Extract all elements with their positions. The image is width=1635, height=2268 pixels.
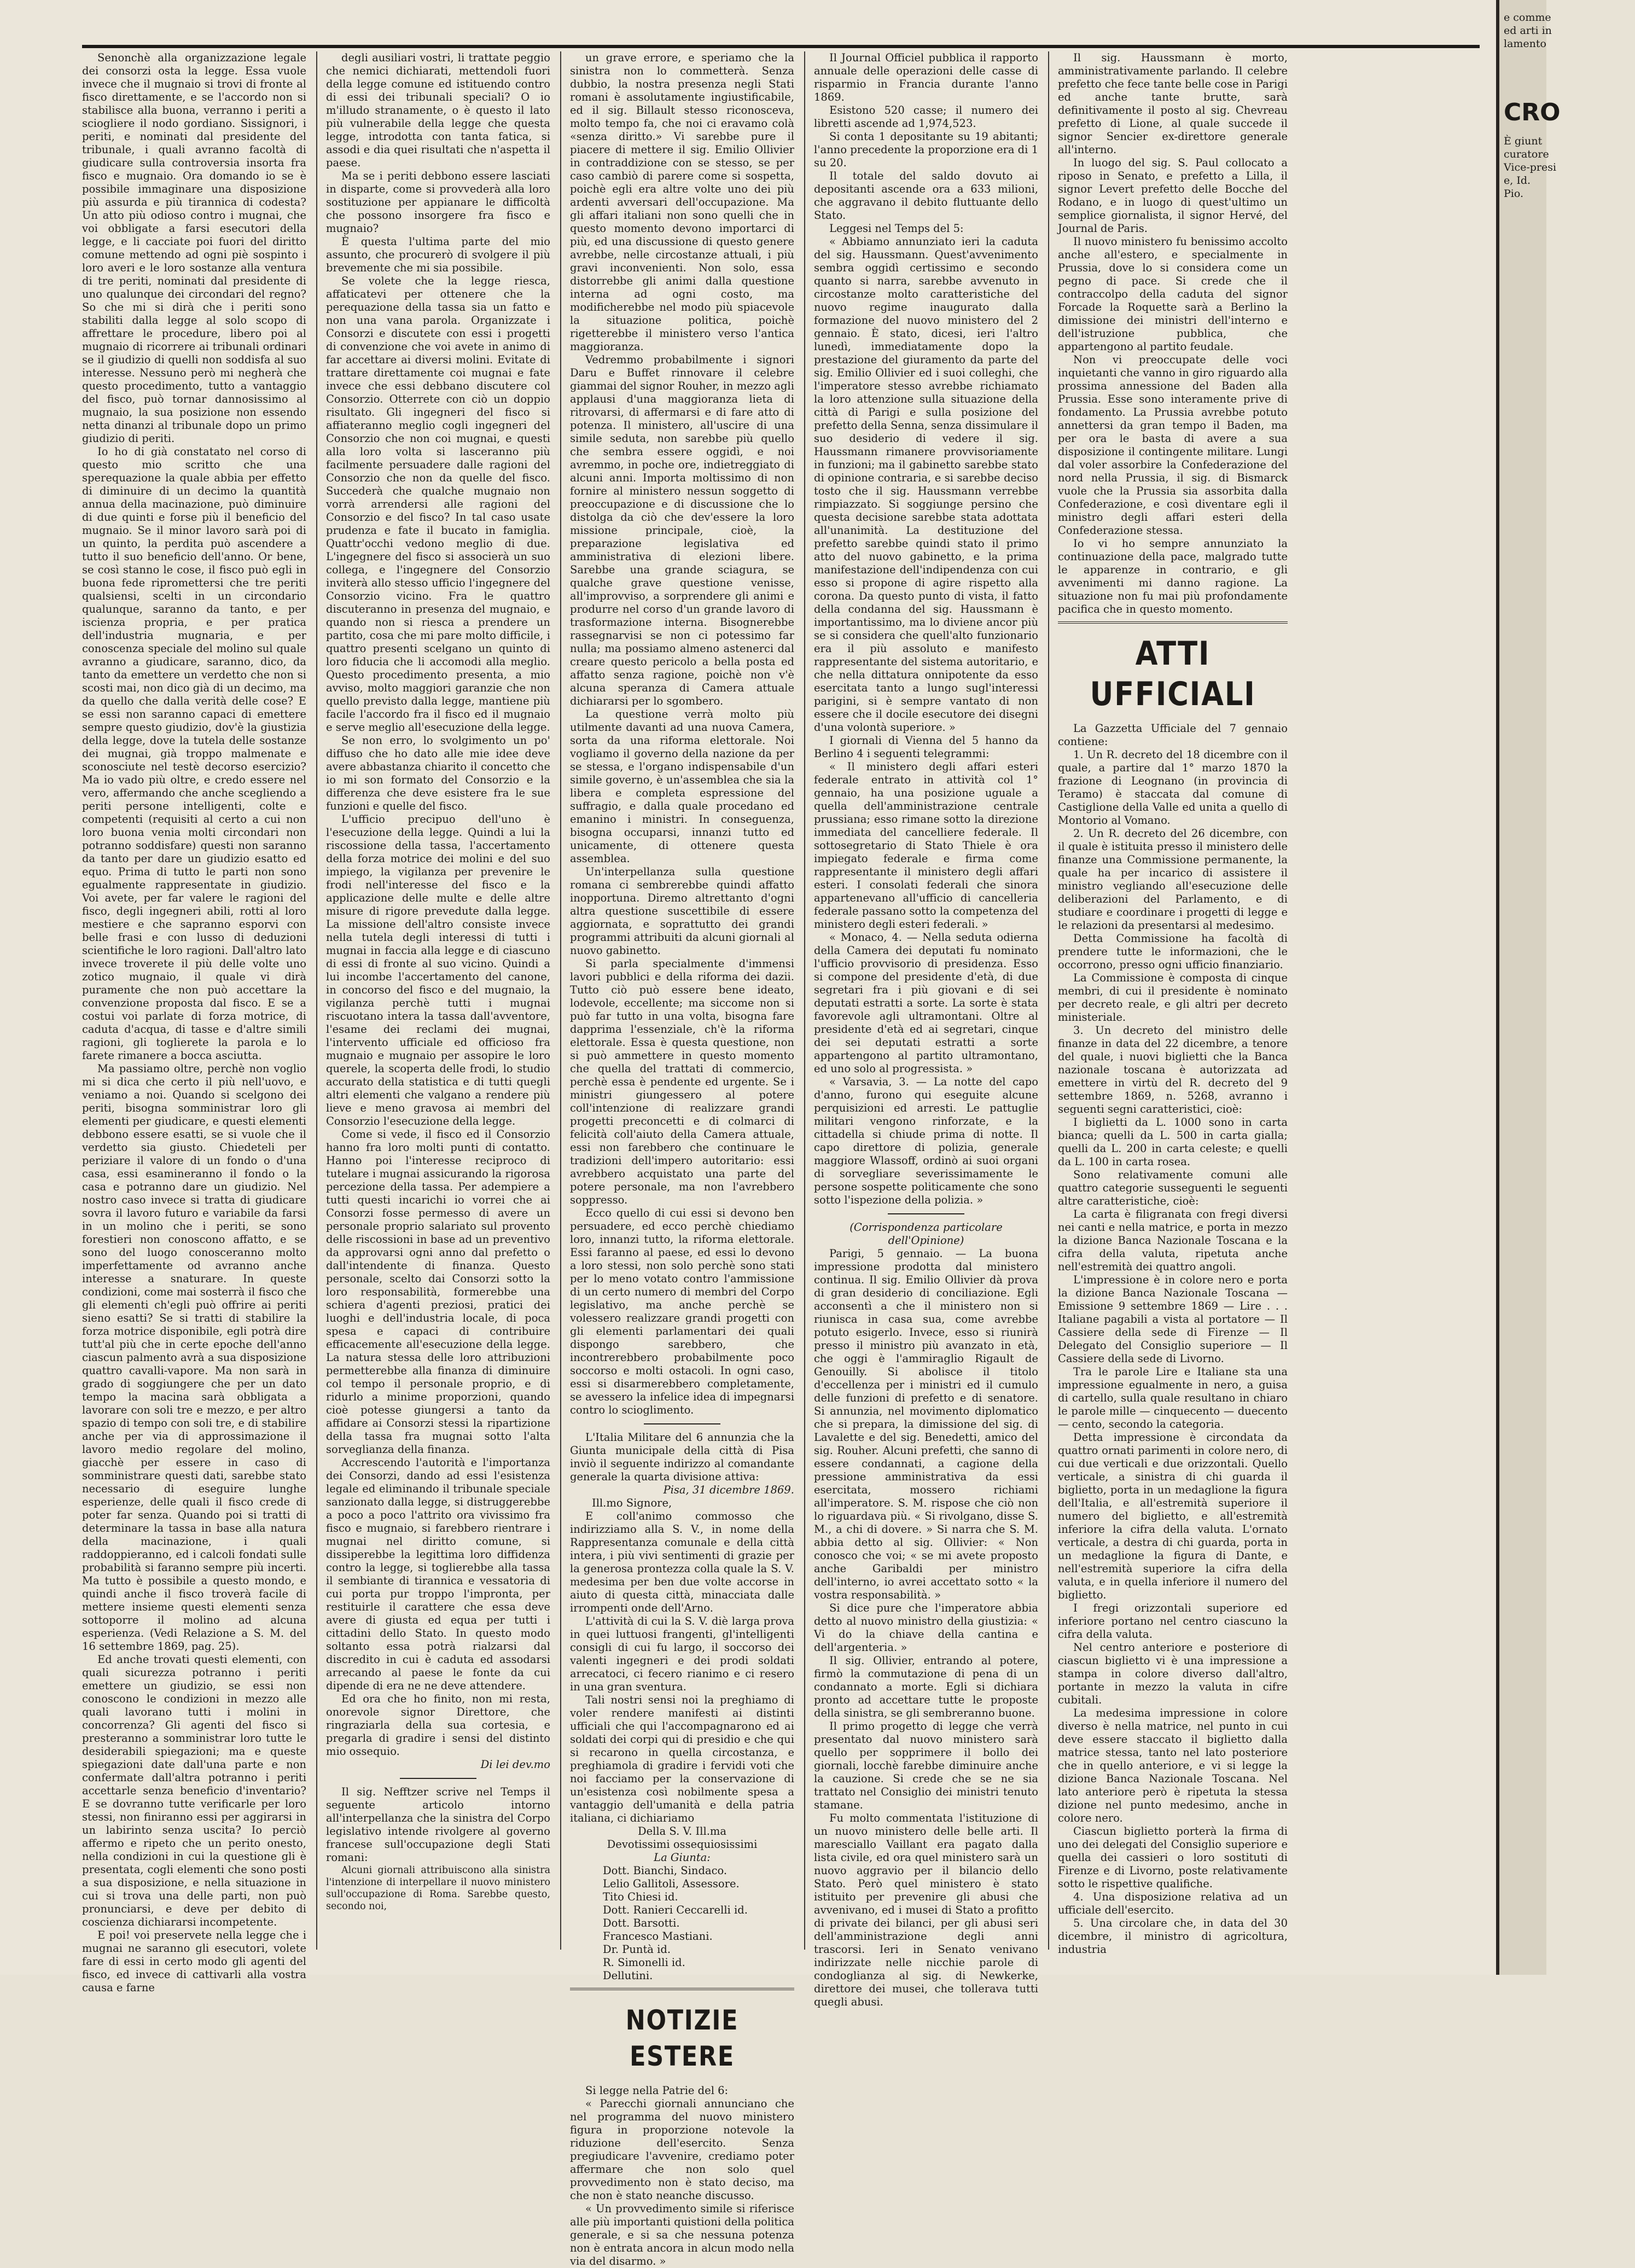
paragraph: I biglietti da L. 1000 sono in carta bianca; quelli da L. 500 in carta gialla; quelli da L. 200 in carta celeste; e quelli da L. 100 in carta rosea. <box>1058 1116 1288 1168</box>
separator <box>1058 621 1288 624</box>
edge-line: e, Id. <box>1504 175 1531 187</box>
paragraph: 5. Una circolare che, in data del 30 dicembre, il ministro di agricoltura, industria <box>1058 1917 1288 1956</box>
paragraph: Il totale del saldo dovuto ai depositanti ascende ora a 633 milioni, che aggravano il debito fluttuante dello Stato. <box>814 170 1038 222</box>
column-3 <box>570 51 794 2267</box>
paragraph: Io vi ho sempre annunziato la continuazione della pace, malgrado tutte le apparenze in contrario, e gli avvenimenti mi danno ragione. La situazione non fu mai più profondamente pacifica che in questo momento. <box>1058 537 1288 615</box>
signatory: R. Simonelli id. <box>603 1956 685 1969</box>
paragraph: Ed ora che ho finito, non mi resta, onorevole signor Direttore, che ringraziarla della sua cortesia, e pregarla di gradire i sensi del distinto mio ossequio. <box>326 1693 550 1758</box>
paragraph: Io ho di già constatato nel corso di questo mio scritto che una sperequazione la quale abbia per effetto di diminuire di un decimo la quantità annua della macinazione, può diminuire di due quinti e forse più il beneficio del mugnaio. Se il minor lavoro sarà poi di un quinto, la perdita può ascendere a tutto il suo beneficio dell'anno. Or bene, se così stanno le cose, il fisco può egli in buona fede ripromettersi che tre periti qualsiensi, scelti in un circondario qualunque, saranno da tanto, e per iscienza propria, e per pratica dell'industria mugnaria, e per conoscenza speciale del molino sul quale avranno a giudicare, saranno, dico, da tanto da emettere un verdetto che non si scosti mai, non dico già di un decimo, ma da quello che dalla verità delle cose? E se essi non saranno capaci di emettere sempre questo giudizio, dov'è la giustizia della legge, dove la tutela delle sostanze dei mugnai, già troppo malmenate e sconosciute nel testè decorso esercizio? Ma io vado più oltre, e credo essere nel vero, affermando che anche scegliendo a periti persone intelligenti, colte e competenti (requisiti al certo a cui non loro buona venia molti circondari non potranno soddisfare) questi non saranno da tanto per dare un giudizio esatto ed equo. Prima di tutto le parti non sono egualmente rappresentate in giudizio. Voi avete, per far valere le ragioni del fisco, degli ingegneri abili, rotti al loro mestiere e che sapranno esporvi con belle frasi e con lusso di deduzioni scientifiche le loro ragioni. Dall'altro lato invece troverete il più delle volte uno zotico mugnaio, il quale vi dirà puramente che non può accettare la convenzione proposta dal fisco. E se a costui voi parlate di forza motrice, di caduta d'acqua, di tasse e d'altre simili ragioni, gli toglierete la parola e lo farete rimanere a bocca asciutta. <box>82 445 306 1062</box>
edge-text-top <box>1504 11 1635 50</box>
paragraph: Il primo progetto di legge che verrà presentato dal nuovo ministero sarà quello per sopprimere il bollo dei giornali, locchè farebbe diminuire anche la cauzione. Si crede che se ne sia trattato nel Consiglio dei ministri tenuto stamane. <box>814 1720 1038 1811</box>
paragraph: Leggesi nel Temps del 5: <box>829 222 964 235</box>
paragraph: Accrescendo l'autorità e l'importanza dei Consorzi, dando ad essi l'esistenza legale ed eliminando il tribunale speciale sanzionato dalla legge, si distruggerebbe a poco a poco l'attrito ora vivissimo fra fisco e mugnaio, si farebbero rientrare i mugnai nel diritto comune, si dissiperebbe la legittima loro diffidenza contro la legge, si toglierebbe alla tassa il sembiante di tirannica e vessatoria di cui porta pur troppo l'impronta, per restituirle il carattere che essa deve avere di giusta ed equa per tutti i cittadini dello Stato. In questo modo soltanto essa potrà rialzarsi dal discredito in cui è caduta ed assodarsi arrecando al paese le fonte da cui dipende di era ne ne deve attendere. <box>326 1456 550 1692</box>
separator <box>570 1988 794 1990</box>
paragraph: Si conta 1 depositante su 19 abitanti; l'anno precedente la proporzione era di 1 su 20. <box>814 130 1038 169</box>
paragraph: I fregi orizzontali superiore ed inferiore portano nel centro ciascuno la cifra della valuta. <box>1058 1602 1288 1641</box>
column-divider <box>804 51 805 1950</box>
giunta-label: La Giunta: <box>654 1851 711 1864</box>
column-2 <box>326 51 550 1950</box>
paragraph: L'Italia Militare del 6 annunzia che la Giunta municipale della città di Pisa inviò il seguente indirizzo al comandante generale la quarta divisione attiva: <box>570 1431 794 1483</box>
paragraph: L'impressione è in colore nero e porta la dizione Banca Nazionale Toscana — Emissione 9 settembre 1869 — Lire . . . Italiane pagabili a vista al portatore — Il Cassiere della sede di Firenze — Il Delegato del Consiglio superiore — Il Cassiere della sede di Livorno. <box>1058 1273 1288 1365</box>
paragraph: « Abbiamo annunziato ieri la caduta del sig. Haussmann. Quest'avvenimento sembra oggidì certissimo e secondo quanto si narra, sarebbe avvenuto in circostanze molto caratteristiche del nuovo regime inaugurato dalla formazione del nuovo ministero del 2 gennaio. È stato, dicesi, ieri l'altro lunedì, immediatamente dopo la prestazione del giuramento da parte del sig. Emilio Ollivier ed i suoi colleghi, che l'imperatore stesso avrebbe richiamato la loro attenzione sulla situazione della città di Parigi e sulla posizione del prefetto della Senna, senza dissimulare il suo desiderio di vedere il sig. Haussmann rimanere provvisoriamente in funzioni; ma il gabinetto sarebbe stato di opinione contraria, e si sarebbe deciso tosto che il sig. Haussmann verrebbe rimpiazzato. Si soggiunge persino che questa decisione sarebbe stata adottata all'unanimità. La destituzione del prefetto sarebbe quindi stato il primo atto del nuovo gabinetto, e la prima manifestazione dell'indipendenza con cui esso si propone di agire rispetto alla corona. Da questo punto di vista, il fatto della condanna del sig. Haussmann è importantissimo, ma lo diviene ancor più se si considera che quell'alto funzionario era il più assoluto e manifesto rappresentante del sistema autoritario, e che nella dittatura onnipotente da esso esercitata tanto a lungo sugl'interessi parigini, si è sempre vantato di non essere che il docile esecutore dei disegni d'una volontà superiore. » <box>814 235 1038 734</box>
paragraph: Se non erro, lo svolgimento un po' diffuso che ho dato alle mie idee deve avere abbastanza chiarito il concetto che io mi son formato del Consorzio e la differenza che deve esistere fra le sue funzioni e quelle del fisco. <box>326 734 550 812</box>
paragraph: Sono relativamente comuni alle quattro categorie susseguenti le seguenti altre caratteristiche, cioè: <box>1058 1168 1288 1207</box>
paragraph: « Monaco, 4. — Nella seduta odierna della Camera dei deputati fu nominato l'ufficio provvisorio di presidenza. Esso si compone del presidente d'età, di due segretari fra i più giovani e di sei deputati estratti a sorte. La sorte è stata favorevole agli ultramontani. Oltre al presidente d'età ed ai segretari, cinque dei sei deputati estratti a sorte appartengono al partito ultramontano, ed uno solo al progressista. » <box>814 931 1038 1075</box>
signatory: Dott. Ranieri Ceccarelli id. <box>603 1904 748 1916</box>
paragraph: Si legge nella Patrie del 6: <box>585 2084 729 2097</box>
paragraph: Il sig. Ollivier, entrando al potere, firmò la commutazione di pena di un condannato a morte. Egli si dichiara pronto ad accettare tutte le proposte della sinistra, se gli sembreranno buone. <box>814 1654 1038 1719</box>
paragraph: E coll'animo commosso che indirizziamo alla S. V., in nome della Rappresentanza comunale e della città intera, i più vivi sentimenti di grazie per la generosa prontezza colla quale la S. V. medesima per ben due volte accorse in aiuto di questa città, minacciata dalle irrompenti onde dell'Arno. <box>570 1510 794 1614</box>
adjacent-page-edge <box>1496 0 1561 1975</box>
paragraph: La carta è filigranata con fregi diversi nei canti e nella matrice, e porta in mezzo la dizione Banca Nazionale Toscana e la cifra della valuta, ripetuta anche nell'estremità dei quattro angoli. <box>1058 1208 1288 1273</box>
paragraph: Detta impressione è circondata da quattro ornati parimenti in colore nero, di cui due verticali e due orizzontali. Quello verticale, a sinistra di chi guarda il biglietto, porta in un medaglione la figura dell'Italia, e all'estremità superiore il numero del biglietto, e all'estremità inferiore la cifra della valuta. L'ornato verticale, a destra di chi guarda, porta in un medaglione la figura di Dante, e nell'estremità superiore la cifra della valuta, e in quella inferiore il numero del biglietto. <box>1058 1431 1288 1601</box>
column-divider <box>1048 51 1049 1950</box>
column-4 <box>814 51 1038 2008</box>
signatory: Dr. Puntà id. <box>603 1943 671 1956</box>
paragraph: Ma se i periti debbono essere lasciati in disparte, come si provvederà alla loro sostituzione per appianare le difficoltà che possono insorgere fra fisco e mugnaio? <box>326 170 550 235</box>
column-5 <box>1058 51 1288 1956</box>
paragraph: degli ausiliari vostri, li trattate peggio che nemici dichiarati, mettendoli fuori della legge comune ed istituendo contro di essi dei tribunali speciali? O io m'illudo stranamente, o è questo il lato più vulnerabile della legge che questa legge, introdotta con tanta fatica, si assodi e dia quei risultati che n'aspetta il paese. <box>326 51 550 169</box>
signatory: Lelio Gallitoli, Assessore. <box>603 1877 740 1890</box>
edge-line: È giunt <box>1504 135 1543 147</box>
paragraph: Il sig. Nefftzer scrive nel Temps il seguente articolo intorno all'interpellanza che la sinistra del Corpo legislativo intende rivolgere al governo francese sull'occupazione degli Stati romani: <box>326 1786 550 1864</box>
paragraph: Fu molto commentata l'istituzione di un nuovo ministero delle belle arti. Il maresciallo Vaillant era pagato dalla lista civile, ed ora quel ministero sarà un nuovo aggravio per il bilancio dello Stato. Però quel ministero è stato istituito per prevenire gli abusi che avvenivano, ed i musei di Stato a profitto di private dei bilanci, per gli abusi seri dell'amministrazione degli anni trascorsi. Ieri in Senato venivano indirizzate nelle nicchie parole di condoglianza al sig. di Newkerke, direttore dei musei, che tollerava tutti quegli abusi. <box>814 1812 1038 2008</box>
closing: Devotissimi ossequiosissimi <box>607 1838 758 1851</box>
paragraph: Esistono 520 casse; il numero dei libretti ascende ad 1,974,523. <box>814 104 1038 130</box>
signatory: Dellutini. <box>603 1969 653 1982</box>
edge-line: Pio. <box>1504 188 1524 200</box>
paragraph: È questa l'ultima parte del mio assunto, che procurerò di svolgere il più brevemente che mi sia possibile. <box>326 235 550 274</box>
paragraph: Parigi, 5 gennaio. — La buona impressione prodotta dal ministero continua. Il sig. Emilio Ollivier dà prova di gran desiderio di conciliazione. Egli acconsentì a che il ministero non si riunisca in casa sua, come avrebbe potuto esigerlo. Invece, esso si riunirà presso il ministro più avanzato in età, che oggi è l'ammiraglio Rigault de Genouilly. Si abolisce il titolo d'eccellenza per i ministri ed il cumulo delle funzioni di prefetto e di senatore. Si annunzia, nel movimento diplomatico che si prepara, la dimissione del sig. di Lavalette e del sig. Benedetti, amico del sig. Rouher. Alcuni prefetti, che sanno di essere condannati, a cagione della pressione amministrativa da essi esercitata, mossero richiami all'imperatore. S. M. rispose che ciò non lo riguardava più. « Si rivolgano, disse S. M., a chi di dovere. » Si narra che S. M. abbia detto al sig. Ollivier: « Non conosco che voi; « se mi avete proposto anche Garibaldi per ministro dell'interno, io avrei accettato sotto « la vostra responsabilità. » <box>814 1247 1038 1601</box>
paragraph: Il nuovo ministero fu benissimo accolto anche all'estero, e specialmente in Prussia, dove lo si considera come un pegno di pace. Si crede che il contraccolpo della caduta del signor Forcade la Roquette sarà a Berlino la dimissione dei ministri dell'interno e dell'istruzione pubblica, che appartengono al partito feudale. <box>1058 235 1288 353</box>
paragraph: La questione verrà molto più utilmente davanti ad una nuova Camera, sorta da una riforma elettorale. Noi vogliamo il governo della nazione da per se stessa, e l'organo indispensabile d'un simile governo, è un'assemblea che sia la libera e completa espressione del suffragio, e dalla quale procedano ed emanino i ministri. In conseguenza, bisogna occuparsi, innanzi tutto ed unicamente, di ottenere questa assemblea. <box>570 708 794 865</box>
paragraph: Tra le parole Lire e Italiane sta una impressione egualmente in nero, a guisa di cartello, sulla quale resultano in chiaro le parole mille — cinquecento — duecento — cento, secondo la categoria. <box>1058 1365 1288 1430</box>
paragraph: « Il ministero degli affari esteri federale entrato in attività col 1° gennaio, ha una posizione uguale a quella dell'amministrazione centrale prussiana; esso rimane sotto la direzione immediata del cancelliere federale. Il sottosegretario di Stato Thiele è ora impiegato federale e firma come rappresentante il ministero degli affari esteri. I consolati federali che sinora appartenevano all'ufficio di cancelleria federale passano sotto la competenza del ministero degli esteri federali. » <box>814 760 1038 931</box>
paragraph: 2. Un R. decreto del 26 dicembre, con il quale è istituita presso il ministero delle finanze una Commissione permanente, la quale ha per incarico di assistere il ministro vegliando all'esecuzione delle deliberazioni del Parlamento, e di studiare e coordinare i progetti di legge e le relazioni da presentarsi al medesimo. <box>1058 827 1288 932</box>
paragraph: La Commissione è composta di cinque membri, di cui il presidente è nominato per decreto reale, e gli altri per decreto ministeriale. <box>1058 972 1288 1023</box>
paragraph: Come si vede, il fisco ed il Consorzio hanno fra loro molti punti di contatto. Hanno poi l'interesse reciproco di tutelare i mugnai assicurando la rigorosa percezione della tassa. Per adempiere a tutti questi incarichi io vorrei che ai Consorzi fosse permesso di avere un personale proprio salariato sul provento delle riscossioni in base ad un preventivo da approvarsi ogni anno dal prefetto o dall'intendente di finanza. Questo personale, scelto dai Consorzi sotto la loro responsabilità, formerebbe una schiera d'agenti preziosi, pratici dei luoghi e dell'industria locale, di poca spesa e capaci di contribuire efficacemente all'esecuzione della legge. La natura stessa delle loro attribuzioni permetterebbe alla finanza di diminuire col tempo il personale proprio, e di ridurlo a minime proporzioni, quando cioè potesse giungersi a tanto da affidare ai Consorzi stessi la ripartizione della tassa fra mugnai sotto l'alta sorveglianza della finanza. <box>326 1128 550 1456</box>
paragraph: 1. Un R. decreto del 18 dicembre con il quale, a partire dal 1° marzo 1870 la frazione di Leognano (in provincia di Teramo) è staccata dal comune di Castiglione della Valle ed unita a quello di Montorio al Vomano. <box>1058 748 1288 827</box>
paragraph: Il sig. Haussmann è morto, amministrativamente parlando. Il celebre prefetto che fece tante belle cose in Parigi ed anche tante brutte, sarà definitivamente il posto al sig. Chevreau prefetto di Lione, al quale succede il signor Sencier ex-direttore generale all'interno. <box>1058 51 1288 156</box>
paragraph: Un'interpellanza sulla questione romana ci sembrerebbe quindi affatto inopportuna. Diremo altrettanto d'ogni altra questione suscettibile di essere aggiornata, e soprattutto dei grandi programmi attribuiti da alcuni giornali al nuovo gabinetto. <box>570 865 794 957</box>
paragraph: L'attività di cui la S. V. diè larga prova in quei luttuosi frangenti, gl'intelligenti consigli di cui fu largo, il soccorso dei valenti ingegneri e dei prodi soldati arrecatoci, ci fecero rianimo e ci resero in una gran sventura. <box>570 1615 794 1693</box>
section-headline: NOTIZIE ESTERE <box>625 2004 739 2072</box>
paragraph: L'ufficio precipuo dell'uno è l'esecuzione della legge. Quindi a lui la riscossione della tassa, l'accertamento della forza motrice dei molini e del suo impiego, la vigilanza per prevenire le frodi nell'interesse del fisco e la applicazione delle multe e delle altre misure di rigore prevedute dalla legge. La missione dell'altro consiste invece nella tutela degli interessi di tutti i mugnai in faccia alla legge e di ciascuno di essi di fronte al suo vicino. Quindi a lui incombe l'accertamento del canone, in concorso del fisco e del mugnaio, la vigilanza perchè tutti i mugnai riscuotano intera la tassa dall'avventore, l'esame dei reclami dei mugnai, l'intervento ufficiale ed officioso fra mugnaio e mugnaio per assopire le loro querele, la scoperta delle frodi, lo studio accurato della statistica e di tutti quegli altri elementi che valgano a rendere più lieve e meno gravosa ai membri del Consorzio l'esecuzione della legge. <box>326 813 550 1127</box>
column-divider <box>316 51 317 1950</box>
paragraph: Si parla specialmente d'immensi lavori pubblici e della riforma dei dazii. Tutto ciò può essere bene ideato, lodevole, eccellente; ma siccome non si può far tutto in una volta, bisogna fare dapprima l'essenziale, ch'è la riforma elettorale. Essa è questa questione, non si può ammettere in questo momento che quella del trattati di commercio, perchè essa è pendente ed urgente. Se i ministri giungessero al potere coll'intenzione di realizzare grandi progetti preconcetti e di colmarci di felicità coll'aiuto della Camera attuale, essi non farebbero che continuare le tradizioni dell'impero autoritario: essi avrebbero acquistato una parte del potere personale, ma non l'avrebbero soppresso. <box>570 957 794 1206</box>
paragraph: La medesima impressione in colore diverso è nella matrice, nel punto in cui deve essere staccato il biglietto dalla matrice stessa, tanto nel lato posteriore che in quello anteriore, e vi si legge la dizione Banca Nazionale Toscana. Nel lato anteriore però è ripetuta la stessa dizione nel punto medesimo, anche in colore nero. <box>1058 1707 1288 1824</box>
paragraph: Nel centro anteriore e posteriore di ciascun biglietto vi è una impressione a stampa in colore diverso dall'altro, portante in mezzo la valuta in cifre cubitali. <box>1058 1641 1288 1706</box>
edge-line: Vice-presi <box>1504 161 1557 173</box>
signature: Di lei dev.mo <box>480 1758 550 1771</box>
separator <box>888 1213 964 1214</box>
paragraph: Ed anche trovati questi elementi, con quali sicurezza potranno i periti emettere un giudizio, se essi non conoscono le condizioni in mezzo alle quali lavorano tutti i molini in concorrenza? Gli agenti del fisco si presteranno a somministrar loro tutte le desiderabili spiegazioni; ma e queste spiegazioni date dall'una parte e non confermate dall'altra potranno i periti accettarle senza beneficio d'inventario? E se dovranno tutte verificarle per loro stessi, non finiranno essi per aggirarsi in un labirinto senza uscita? Io perciò affermo e ripeto che un perito onesto, nella condizioni in cui la questione gli è presentata, cogli elementi che sono posti a sua disposizione, e nella situazione in cui si trova una delle parti, non può pronunciarsi, e deve per debito di coscienza dichiararsi incompetente. <box>82 1653 306 1928</box>
paragraph: Vedremmo probabilmente i signori Daru e Buffet rinnovare il celebre giammai del signor Rouher, in mezzo agli applausi d'una maggioranza lieta di ritrovarsi, di affermarsi e di fare atto di potenza. Il ministero, all'uscire di una simile seduta, non sarebbe più quello che sembra essere oggidì, e noi avremmo, in poche ore, indietreggiato di alcuni anni. Importa moltissimo di non fornire al ministero nessun soggetto di preoccupazione e di discussione che lo distolga da ciò che dev'essere la loro missione principale, cioè, la preparazione legislativa ed amministrativa di elezioni libere. Sarebbe una grande sciagura, se qualche grave questione venisse, all'improvviso, a sorprendere gli animi e produrre nel corso d'un grande lavoro di trasformazione interna. Bisognerebbe rassegnarvisi se non ci potessimo far nulla; ma possiamo almeno astenerci dal creare questo pericolo a bella posta ed affatto senza ragione, poichè non v'è alcuna speranza di Camera attuale dichiararsi per lo sgombero. <box>570 353 794 707</box>
paragraph: « Parecchi giornali annunciano che nel programma del nuovo ministero figura in proporzione notevole la riduzione dell'esercito. Senza pregiudicare l'avvenire, crediamo poter affermare che non solo quel provvedimento non è stato deciso, ma che non è stato neanche discusso. <box>570 2097 794 2202</box>
signatory: Dott. Bianchi, Sindaco. <box>603 1864 728 1877</box>
paragraph: Ecco quello di cui essi si devono ben persuadere, ed ecco perchè chiediamo loro, innanzi tutto, la riforma elettorale. Essi faranno al paese, ed essi lo devono a loro stessi, non solo perchè sono stati per lo meno votato contro l'ammissione di un certo numero di membri del Corpo legislativo, ma anche perchè se volessero realizzare grandi progetti con gli elementi parlamentari dei quali dispongo sarebbero, che incontrerebbero probabilmente poco soccorso e molti ostacoli. In ogni caso, essi si disarmerebbero completamente, se avessero la infelice idea di impegnarsi contro lo scioglimento. <box>570 1207 794 1416</box>
paragraph: « Varsavia, 3. — La notte del capo d'anno, furono qui eseguite alcune perquisizioni ed arresti. Le pattuglie militari vengono rinforzate, e la cittadella si chiude prima di notte. Il capo direttore di polizia, generale maggiore Wlassoff, ordinò ai suoi organi di sorvegliare severissimamente le persone sospette politicamente che sono sotto l'ispezione della polizia. » <box>814 1075 1038 1206</box>
separator <box>644 1423 720 1424</box>
signatory: Dott. Barsotti. <box>603 1917 680 1929</box>
edge-text <box>1504 98 1635 200</box>
top-rule <box>82 45 1480 48</box>
paragraph: Senonchè alla organizzazione legale dei consorzi osta la legge. Essa vuole invece che il mugnaio si trovi di fronte al fisco direttamente, e se l'accordo non si stabilisce alla buona, verranno i periti a sciogliere il nodo gordiano. Sissignori, i periti, e nominati dal presidente del tribunale, i quali avranno facoltà di giudicare sulla controversia insorta fra fisco e mugnaio. Ora domando io se è possibile immaginare una disposizione più assurda e più tirannica di codesta? Un atto più odioso contro i mugnai, che voi obbligate a farsi esecutori della legge, e li cacciate poi fuori del diritto comune mettendo ad ogni piè sospinto i loro averi e le loro sostanze alla ventura di tre periti, nominati dal presidente di uno qualunque dei circondari del regno? So che mi si dirà che i periti sono stabiliti dalla legge al solo scopo di affrettare le procedure, libero poi al mugnaio di ricorrere ai tribunali ordinari se il giudizio di quelli non soddisfa al suo interesse. Nessuno però mi negherà che questo procedimento, tutto a vantaggio del fisco, può tornar dannosissimo al mugnaio, la sua posizione non essendo netta dinanzi al tribunale dopo un primo giudizio di periti. <box>82 51 306 445</box>
paragraph: Ciascun biglietto porterà la firma di uno dei delegati del Consiglio superiore e quella dei cassieri o loro sostituti di Firenze e di Livorno, poste relativamente sotto le rispettive qualifiche. <box>1058 1825 1288 1890</box>
edge-line: lamento <box>1504 38 1546 50</box>
signatory: Francesco Mastiani. <box>603 1930 713 1943</box>
paragraph: un grave errore, e speriamo che la sinistra non lo commetterà. Senza dubbio, la nostra presenza negli Stati romani è assolutamente ingiustificabile, ed il sig. Billault stesso riconosceva, molto tempo fa, che noi ci eravamo colà «senza diritto.» Vi sarebbe pure il piacere di mettere il sig. Emilio Ollivier in contraddizione con se stesso, se per caso cambiò di parere come si sospetta, poichè egli era altre volte uno dei più ardenti avversari dell'occupazione. Ma gli affari italiani non sono quelli che in questo momento devono importarci di più, ed una discussione di questo genere avrebbe, nelle circostanze attuali, i più gravi inconvenienti. Non solo, essa distorrebbe gli animi dalla questione interna ad ogni costo, ma modificherebbe nel modo più spiacevole la situazione politica, poichè rigetterebbe il ministero verso l'antica maggioranza. <box>570 51 794 353</box>
paragraph: Alcuni giornali attribuiscono alla sinistra l'intenzione di interpellare il nuovo ministero sull'occupazione di Roma. Sarebbe questo, secondo noi, <box>326 1865 550 1912</box>
paragraph: Detta Commissione ha facoltà di prendere tutte le informazioni, che le occorrono, presso ogni ufficio finanziario. <box>1058 932 1288 971</box>
paragraph: Si dice pure che l'imperatore abbia detto al nuovo ministro della giustizia: « Vi do la chiave della cantina e dell'argenteria. » <box>814 1602 1038 1654</box>
paragraph: Ma passiamo oltre, perchè non voglio mi si dica che certo il più nell'uovo, e veniamo a noi. Quando si scelgono dei periti, bisogna somministrar loro gli elementi per giudicare, e questi elementi debbono essere esatti, se si vuole che il verdetto sia giusto. Chiedeteli per periziare il valore di un fondo o d'una casa, essi esamineranno il fondo o la casa e potranno dare un giudizio. Nel nostro caso invece si tratta di giudicare sovra il lavoro futuro e variabile da farsi in un molino che i periti, se sono forestieri non conoscono affatto, e se sono del luogo conosceranno molto imperfettamente od avranno anche interesse a snaturare. In queste condizioni, come mai sosterrà il fisco che gli elementi ch'egli può offrire ai periti sieno esatti? Se si tratti di stabilire la forza motrice disponibile, egli potrà dire tutt'al più che in certe epoche dell'anno ciascun palmento avrà a sua disposizione quattro cavalli-vapore. Ma non sarà in grado di soggiungere che per un dato tempo la macina sarà obbligata a lavorare con soli tre e mezzo, e per altro spazio di tempo con soli tre, e di stabilire anche per via di approssimazione il lavoro medio regolare del molino, giacchè per essere in caso di somministrare questi dati, sarebbe stato necessario di eseguire lunghe esperienze, delle quali il fisco crede di poter far senza. Quando poi si tratti di determinare la tassa in base alla natura della macinazione, i quali raddoppieranno, ed i calcoli fondati sulle probabilità si faranno sempre più incerti. Ma tutto è possibile a questo mondo, e quindi anche il fisco troverà facile di mettere insieme questi elementi senza sottoporre il molino ad alcuna esperienza. (Vedi Relazione a S. M. del 16 settembre 1869, pag. 25). <box>82 1062 306 1653</box>
salutation: Ill.mo Signore, <box>592 1497 672 1509</box>
paragraph: « Un provvedimento simile si riferisce alle più importanti quistioni della politica generale, e si sa che nessuna potenza non è entrata ancora in alcun modo nella via del disarmo. » <box>570 2202 794 2267</box>
paragraph: 4. Una disposizione relativa ad un ufficiale dell'esercito. <box>1058 1891 1288 1916</box>
dateline: Pisa, 31 dicembre 1869. <box>663 1484 794 1496</box>
paragraph: In luogo del sig. S. Paul collocato a riposo in Senato, e prefetto a Lilla, il signor Levert prefetto delle Bocche del Rodano, e in luogo di quest'ultimo un semplice giornalista, il signor Hervé, del Journal de Paris. <box>1058 156 1288 235</box>
column-1 <box>82 51 306 1994</box>
paragraph: E poi! voi preservete nella legge che i mugnai ne saranno gli esecutori, volete fare di essi in certo modo gli agenti del fisco, ed invece di cattivarli alla vostra causa e farne <box>82 1929 306 1994</box>
paragraph: Non vi preoccupate delle voci inquietanti che vanno in giro riguardo alla prossima annessione del Baden alla Prussia. Esse sono interamente prive di fondamento. La Prussia avrebbe potuto annettersi da gran tempo il Baden, ma per ora le basta di avere a sua disposizione il contingente militare. Lungi dal voler assorbire la Confederazione del nord nella Prussia, il sig. di Bismarck vuole che la Prussia sia assorbita dalla Confederazione, e così diventare egli il ministro degli affari esteri della Confederazione stessa. <box>1058 353 1288 537</box>
paragraph: La Gazzetta Ufficiale del 7 gennaio contiene: <box>1058 722 1288 748</box>
correspondence-label: (Corrispondenza particolare dell'Opinione) <box>849 1221 1003 1247</box>
edge-title: CRO <box>1504 98 1561 126</box>
separator <box>400 1778 476 1779</box>
edge-line: e comme <box>1504 11 1551 24</box>
section-headline: ATTI UFFICIALI <box>1090 635 1256 713</box>
column-divider <box>560 51 561 1950</box>
paragraph: Tali nostri sensi noi la preghiamo di voler rendere manifesti ai distinti ufficiali che qui l'accompagnarono ed ai soldati dei corpi qui di presidio e che qui si recarono in quella circostanza, e preghiamola di gradire i fervidi voti che noi facciamo per la conservazione di un'esistenza così nobilmente spesa a vantaggio dell'umanità e della patria italiana, ci dichiariamo <box>570 1694 794 1824</box>
edge-line: ed arti in <box>1504 25 1552 37</box>
closing: Della S. V. Ill.ma <box>637 1825 727 1837</box>
signatory: Tito Chiesi id. <box>603 1891 678 1903</box>
edge-rule <box>1496 0 1499 1975</box>
edge-line: curatore <box>1504 148 1549 160</box>
paragraph: Il Journal Officiel pubblica il rapporto annuale delle operazioni delle casse di risparmio in Francia durante l'anno 1869. <box>814 51 1038 103</box>
paragraph: Se volete che la legge riesca, affaticatevi per ottenere che la perequazione della tassa sia un fatto e non una vana parola. Organizzate i Consorzi e discutete con essi i progetti di convenzione che voi avete in animo di far accettare ai diversi molini. Evitate di trattare direttamente coi mugnai e fate invece che essi debbano discutere col Consorzio. Otterrete con ciò un doppio risultato. Gli ingegneri del fisco si affiateranno meglio cogli ingegneri del Consorzio che non coi mugnai, e questi alla loro volta si lasceranno più facilmente persuadere dalle ragioni del Consorzio che non da quelle del fisco. Succederà che qualche mugnaio non vorrà arrendersi alle ragioni del Consorzio e del fisco? In tal caso usate prudenza e fate il bucato in famiglia. Quattr'occhi vedono meglio di due. L'ingegnere del fisco si associerà un suo collega, e l'ingegnere del Consorzio inviterà allo stesso ufficio l'ingegnere del Consorzio vicino. Fra le quattro discuteranno in presenza del mugnaio, e quando non si riesca a prendere un partito, cosa che mi pare molto difficile, i quattro presenti scelgano un quinto di loro fiducia che li accomodi alla meglio. Questo procedimento presenta, a mio avviso, molto maggiori garanzie che non quello previsto dalla legge, mantiene più facile l'accordo fra il fisco ed il mugnaio e serve meglio all'esecuzione della legge. <box>326 275 550 734</box>
paragraph: I giornali di Vienna del 5 hanno da Berlino 4 i seguenti telegrammi: <box>814 734 1038 760</box>
paragraph: 3. Un decreto del ministro delle finanze in data del 22 dicembre, a tenore del quale, i nuovi biglietti che la Banca nazionale toscana è autorizzata ad emettere in virtù del R. decreto del 9 settembre 1869, n. 5268, avranno i seguenti segni caratteristici, cioè: <box>1058 1024 1288 1115</box>
